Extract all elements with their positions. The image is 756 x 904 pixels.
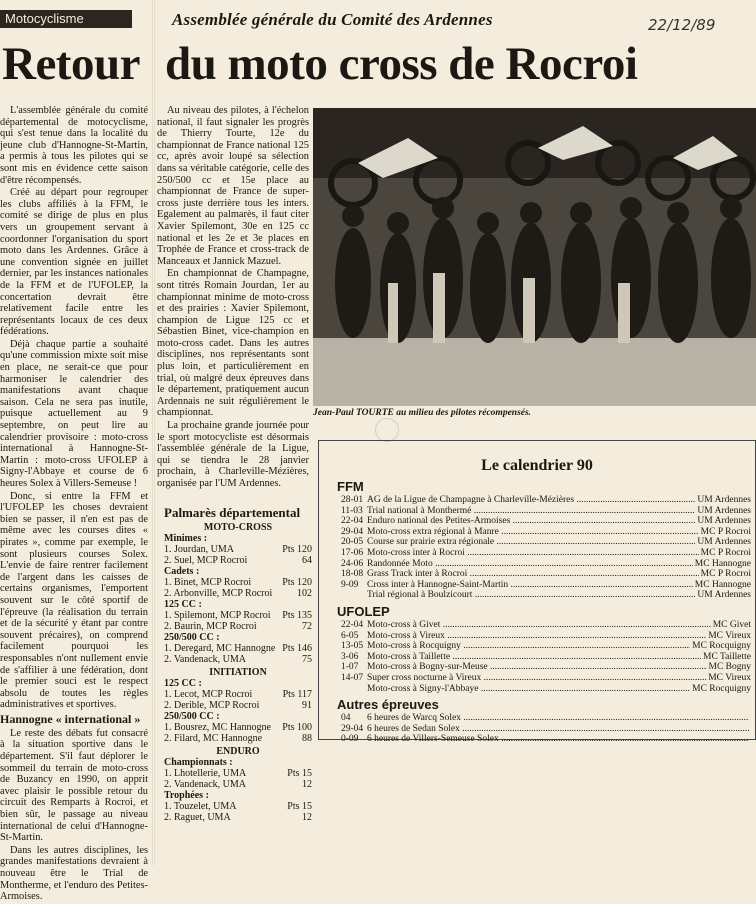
rider-points: 12 bbox=[302, 812, 312, 823]
rider-name: 2. Raguet, UMA bbox=[164, 812, 231, 823]
event-title: 6 heures de Villers-Semeuse Solex ..... bbox=[367, 734, 749, 745]
event-date: 22-04 bbox=[341, 619, 364, 630]
event-title: Moto-cross inter à Rocroi ..... bbox=[367, 548, 699, 559]
event-title: 6 heures de Sedan Solex ..... bbox=[367, 724, 749, 735]
palmares-group: 250/500 CC : bbox=[164, 632, 220, 643]
calendar-row bbox=[341, 495, 751, 506]
palmares-row bbox=[164, 801, 312, 812]
event-organizer: MC Bogny bbox=[708, 662, 751, 673]
event-date: 13-05 bbox=[341, 641, 364, 652]
event-date: 29-04 bbox=[341, 723, 364, 734]
palmares-group: 125 CC : bbox=[164, 599, 202, 610]
palmares-category: INITIATION bbox=[209, 667, 267, 678]
event-title: Randonnée Moto ..... bbox=[367, 559, 693, 570]
paragraph: Le reste des débats fut consacré à la situation sportive dans le département. S'il faut déplorer le sommeil du terrain de moto-cross de Buzancy en 1990, on apprit avec plaisir le possible retour du circuit des Remparts à Rocroi, et bien sûr, le passage au niveau international de celui d'Hannogne-St-Martin. bbox=[0, 727, 148, 844]
palmares-row bbox=[164, 588, 312, 599]
rider-points: 72 bbox=[302, 621, 312, 632]
palmares-group: Minimes : bbox=[164, 533, 208, 544]
rider-points: 88 bbox=[302, 733, 312, 744]
rider-name: 2. Filard, MC Hannogne bbox=[164, 733, 263, 744]
calendar-row bbox=[341, 631, 751, 642]
event-organizer bbox=[749, 713, 751, 724]
calendar-section: Autres épreuves bbox=[337, 697, 439, 713]
palmares-row bbox=[164, 768, 312, 779]
event-title: Cross inter à Hannogne-Saint-Martin ..... bbox=[367, 580, 693, 591]
event-date: 6-05 bbox=[341, 630, 359, 641]
event-organizer: MC Hannogne bbox=[694, 558, 751, 569]
rider-points: 102 bbox=[297, 588, 312, 599]
event-organizer: MC Rocquigny bbox=[692, 683, 751, 694]
article-column-2 bbox=[157, 105, 309, 491]
event-organizer: UM Ardennes bbox=[697, 505, 751, 516]
calendar-row bbox=[341, 684, 751, 695]
calendar-title: Le calendrier 90 bbox=[481, 457, 593, 474]
event-organizer bbox=[749, 724, 751, 735]
event-date bbox=[341, 684, 367, 695]
event-title: Moto-cross à Signy-l'Abbaye ..... bbox=[367, 684, 690, 695]
event-date: 9-09 bbox=[341, 579, 359, 590]
calendar-row bbox=[341, 516, 751, 527]
calendar-row bbox=[341, 641, 751, 652]
event-date: 14-07 bbox=[341, 672, 364, 683]
paragraph: La prochaine grande journée pour le sport motocycliste est désormais l'assemblée générale de la Ligue, qui se tiendra le 28 janvier prochain, à Charleville-Mézières, organisée par l'UM Ardennes. bbox=[157, 420, 309, 489]
event-date: 17-06 bbox=[341, 547, 364, 558]
rider-name: 1. Binet, MCP Rocroi bbox=[164, 577, 252, 588]
event-organizer: MC P Rocroi bbox=[700, 547, 751, 558]
event-title: Course sur prairie extra régionale ..... bbox=[367, 537, 695, 548]
rider-name: 1. Spilemont, MCP Rocroi bbox=[164, 610, 271, 621]
rider-points: Pts 15 bbox=[287, 801, 312, 812]
rider-points: Pts 117 bbox=[282, 689, 312, 700]
event-title: Grass Track inter à Rocroi ..... bbox=[367, 569, 699, 580]
article-column-1 bbox=[0, 105, 148, 904]
calendar-row bbox=[341, 662, 751, 673]
palmares-row bbox=[164, 555, 312, 566]
calendar-row bbox=[341, 724, 751, 735]
paragraph: Donc, si entre la FFM et l'UFOLEP les choses devraient bien se passer, il n'en est pas de même avec les courses dites « pirates », comme par exemple, le sont plusieurs courses Solex. L'envie de faire rentrer facilement de l'argent dans les caisses de certains organismes, l'emportent souvent sur le côté sportif de l'épreuve (la réalisation du terrain et de la sécurité y étant par contre souvent précaires), on comprend facilement pourquoi les responsables n'ont nullement envie de s'affilier à une fédération, dont le premier souci est le respect absolu de toutes les règles administratives et sportives. bbox=[0, 490, 148, 711]
calendar-row bbox=[341, 569, 751, 580]
palmares-category: ENDURO bbox=[216, 746, 260, 757]
rider-name: 1. Lhotellerie, UMA bbox=[164, 768, 247, 779]
paper-fold bbox=[152, 0, 155, 865]
event-organizer: MC Hannogne bbox=[694, 579, 751, 590]
rider-points: 12 bbox=[302, 779, 312, 790]
event-organizer: MC P Rocroi bbox=[700, 569, 751, 580]
palmares-row bbox=[164, 812, 312, 823]
rider-name: 1. Jourdan, UMA bbox=[164, 544, 234, 555]
palmares-row bbox=[164, 689, 312, 700]
event-date: 29-04 bbox=[341, 526, 364, 537]
handwritten-date: 22/12/89 bbox=[648, 16, 716, 34]
paragraph: Déjà chaque partie a souhaité qu'une commission mixte soit mise en place, ne serait-ce que pour harmoniser le calendrier des manifestations avant chaque saison. Cela ne sera pas inutile, puisque actuellement au 9 septembre, on peut lire au calendrier provisoire : moto-cross international à Hannogne-St-Martin : moto-cross UFOLEP à Signy-l'Abbaye et course de 6 heures Solex à Villers-Semeuse ! bbox=[0, 338, 148, 489]
rider-name: 2. Arbonville, MCP Rocroi bbox=[164, 588, 273, 599]
palmares-group: 125 CC : bbox=[164, 678, 202, 689]
rider-points: Pts 146 bbox=[282, 643, 312, 654]
event-date bbox=[341, 590, 367, 601]
calendar-section: FFM bbox=[337, 479, 364, 494]
event-organizer: UM Ardennes bbox=[697, 516, 751, 527]
rider-points: 75 bbox=[302, 654, 312, 665]
palmares-row bbox=[164, 733, 312, 744]
calendar-row bbox=[341, 673, 751, 684]
calendar-row bbox=[341, 652, 751, 663]
event-date: 11-03 bbox=[341, 505, 363, 516]
event-date: 24-06 bbox=[341, 558, 364, 569]
calendar-row bbox=[341, 506, 751, 517]
rider-name: 1. Deregard, MC Hannogne bbox=[164, 643, 276, 654]
rider-points: Pts 135 bbox=[282, 610, 312, 621]
event-title: Moto-cross à Taillette ..... bbox=[367, 652, 701, 663]
section-rubric: Motocyclisme bbox=[0, 10, 132, 28]
rider-name: 1. Lecot, MCP Rocroi bbox=[164, 689, 253, 700]
event-date: 0-09 bbox=[341, 734, 359, 745]
event-date: 3-06 bbox=[341, 651, 359, 662]
event-title: 6 heures de Warcq Solex ..... bbox=[367, 713, 749, 724]
event-organizer: MC Rocquigny bbox=[692, 641, 751, 652]
rider-name: 2. Derible, MCP Rocroi bbox=[164, 700, 260, 711]
headline-part-2: du moto cross de Rocroi bbox=[165, 38, 638, 90]
rider-points: 91 bbox=[302, 700, 312, 711]
event-title: Moto-cross à Givet ..... bbox=[367, 620, 711, 631]
rider-points: Pts 120 bbox=[282, 577, 312, 588]
event-title: Moto-cross à Vireux ..... bbox=[367, 631, 706, 642]
paragraph: L'assemblée générale du comité départemental de motocyclisme, qui s'est tenue dans la localité du jeune club d'Hannogne-St-Martin, a permis à tous les pilotes qui se sont mis en évidence cette saison d'être récompensés. bbox=[0, 105, 148, 186]
calendar-row bbox=[341, 527, 751, 538]
palmares-row bbox=[164, 779, 312, 790]
supertitle: Assemblée générale du Comité des Ardennes bbox=[172, 10, 493, 29]
rider-points: 64 bbox=[302, 555, 312, 566]
event-title: Trial régional à Boulzicourt ..... bbox=[367, 590, 695, 601]
calendar-row bbox=[341, 537, 751, 548]
event-title: Moto-cross à Bogny-sur-Meuse ..... bbox=[367, 662, 707, 673]
rider-points: Pts 15 bbox=[287, 768, 312, 779]
subheading: Hannogne « international » bbox=[0, 711, 141, 726]
palmares-row bbox=[164, 722, 312, 733]
event-organizer bbox=[749, 734, 751, 745]
event-date: 20-05 bbox=[341, 537, 364, 548]
calendar-row bbox=[341, 713, 751, 724]
rider-name: 2. Baurin, MCP Rocroi bbox=[164, 621, 257, 632]
palmares-row bbox=[164, 610, 312, 621]
rider-name: 2. Vandenack, UMA bbox=[164, 654, 247, 665]
paragraph: En championnat de Champagne, sont titrés Romain Jourdan, 1er au championnat minime de moto-cross et des prairies : Xavier Spilemont, champion de Ligue 125 cc et Sébastien Binet, vice-champion en moto-cross cadet. Dans les autres disciplines, nos représentants sont plus loin, et particulièrement en trial, où malgré deux épreuves dans le département, pratiquement aucun Ardennais ne suit régulièrement le championnat. bbox=[157, 268, 309, 419]
calendar-row bbox=[341, 580, 751, 591]
palmares-row bbox=[164, 654, 312, 665]
event-title: AG de la Ligue de Champagne à Charleville-Mézières ..... bbox=[367, 495, 695, 506]
event-title: Super cross nocturne à Vireux ..... bbox=[367, 673, 706, 684]
event-date: 22-04 bbox=[341, 516, 364, 527]
palmares-row bbox=[164, 621, 312, 632]
rider-name: 2. Suel, MCP Rocroi bbox=[164, 555, 248, 566]
archive-stamp bbox=[375, 418, 399, 442]
event-organizer: UM Ardennes bbox=[697, 590, 751, 601]
rider-name: 1. Touzelet, UMA bbox=[164, 801, 237, 812]
event-date: 18-08 bbox=[341, 569, 364, 580]
event-organizer: MC Vireux bbox=[708, 630, 751, 641]
calendar-row bbox=[341, 620, 751, 631]
palmares-group: Cadets : bbox=[164, 566, 200, 577]
photo-caption: Jean-Paul TOURTE au milieu des pilotes récompensés. bbox=[313, 408, 532, 418]
calendar-box bbox=[318, 440, 756, 745]
palmares-row bbox=[164, 577, 312, 588]
rider-name: 2. Vandenack, UMA bbox=[164, 779, 247, 790]
event-title: Enduro national des Petites-Armoises ..... bbox=[367, 516, 695, 527]
calendar-row bbox=[341, 734, 751, 745]
event-date: 1-07 bbox=[341, 662, 359, 673]
paragraph: Dans les autres disciplines, les grandes manifestations devraient à nouveau être le Trial de Montherme, et l'enduro des Petites-Armoises. bbox=[0, 844, 148, 903]
palmares-row bbox=[164, 643, 312, 654]
calendar-row bbox=[341, 559, 751, 570]
palmares-row bbox=[164, 700, 312, 711]
event-title: Moto-cross extra régional à Manre ..... bbox=[367, 527, 699, 538]
rider-name: 1. Bousrez, MC Hannogne bbox=[164, 722, 271, 733]
palmares-group: Trophées : bbox=[164, 790, 209, 801]
event-title: Moto-cross à Rocquigny ..... bbox=[367, 641, 690, 652]
event-organizer: MC Givet bbox=[712, 619, 751, 630]
event-organizer: MC Taillette bbox=[703, 651, 751, 662]
event-organizer: UM Ardennes bbox=[697, 495, 751, 505]
event-organizer: MC P Rocroi bbox=[700, 526, 751, 537]
event-date: 04 bbox=[341, 713, 351, 724]
event-organizer: MC Vireux bbox=[708, 672, 751, 683]
calendar-row bbox=[341, 548, 751, 559]
event-organizer: UM Ardennes bbox=[697, 537, 751, 548]
palmares-title: Palmarès départemental bbox=[164, 505, 301, 520]
paragraph: Créé au départ pour regrouper les clubs affiliés à la FFM, le comité se dirige de plus en plus vers un groupement servant à coordonner l'organisation du sport moto dans les Ardennes. Grâce à une convention signée en juillet dernier, par les instances nationales de la FFM et de l'UFOLEP, la concertation devrait être relativement facile entre les représentants locaux de ces deux fédérations. bbox=[0, 187, 148, 338]
event-title: Trial national à Monthermé ..... bbox=[367, 506, 695, 517]
paragraph: Au niveau des pilotes, à l'échelon national, il faut signaler les progrès de Thierry Tourte, 12e du championnat de France national 125 cc, après avoir loupé sa sélection dans sa véritable catégorie, celle des 250/500 cc et 15e place au championnat de France de super-cross juste derrière tous les inters. Egalement au palmarès, il faut citer Xavier Spilemont, 30e en 125 cc national et les 2e et 3e places en Trophée de France et cross-track de Manceaux et Jannick Mazuel. bbox=[157, 105, 309, 267]
headline-part-1: Retour bbox=[2, 38, 140, 90]
calendar-section: UFOLEP bbox=[337, 603, 390, 619]
team-photo bbox=[313, 108, 756, 406]
palmares-group: 250/500 CC : bbox=[164, 711, 220, 722]
palmares-category: MOTO-CROSS bbox=[203, 522, 273, 533]
rider-points: Pts 100 bbox=[282, 722, 312, 733]
event-date: 28-01 bbox=[341, 495, 364, 505]
palmares-row bbox=[164, 544, 312, 555]
photo-illustration bbox=[313, 108, 756, 406]
calendar-row bbox=[341, 590, 751, 601]
palmares-box bbox=[164, 505, 312, 823]
rider-points: Pts 120 bbox=[282, 544, 312, 555]
palmares-group: Championnats : bbox=[164, 757, 233, 768]
